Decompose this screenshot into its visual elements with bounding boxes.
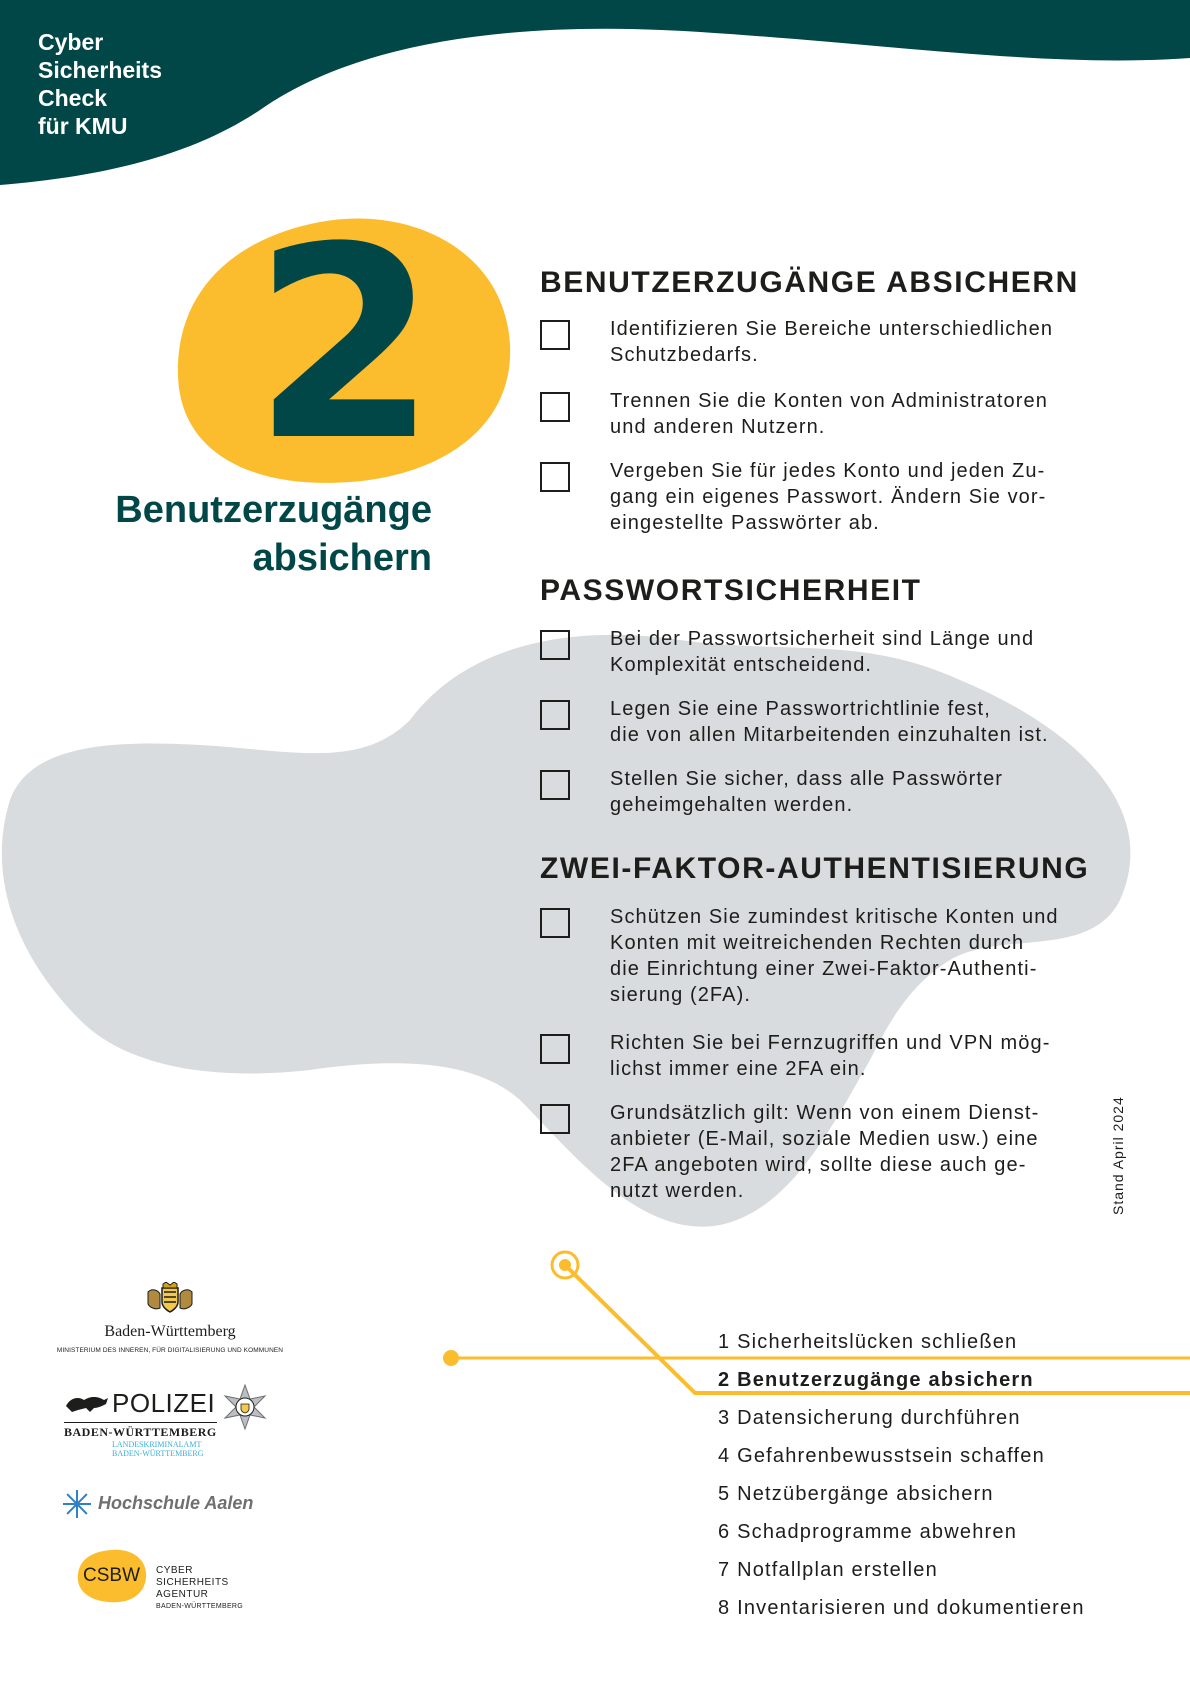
logo-hochschule-aalen: [60, 1490, 300, 1520]
logo-csbw: [76, 1548, 276, 1612]
checklist-item-text: Trennen Sie die Konten von Administratoren und anderen Nutzern.: [610, 390, 1048, 438]
logo-lka-line-1: LANDESKRIMINALAMT: [112, 1440, 202, 1449]
logo-polizei-word: POLIZEI: [112, 1388, 216, 1418]
module-toc: [718, 1323, 1178, 1627]
toc-item-7[interactable]: 7 Notfallplan erstellen: [718, 1559, 938, 1581]
toc-item-6[interactable]: 6 Schadprogramme abwehren: [718, 1521, 1018, 1543]
checkbox[interactable]: [540, 908, 570, 938]
toc-item-4[interactable]: 4 Gefahrenbewusstsein schaffen: [718, 1445, 1045, 1467]
checklist-item-text: Identifizieren Sie Bereiche unterschiedlichen Schutzbedarfs.: [610, 318, 1054, 366]
section-passwortsicherheit: [540, 574, 1110, 816]
checklist-item-text: Stellen Sie sicher, dass alle Passwörter geheimgehalten werden.: [610, 768, 1004, 816]
checklist-item-text: Vergeben Sie für jedes Konto und jeden Zu- gang ein eigenes Passwort. Ändern Sie vor- eingestellte Passwörter ab.: [610, 460, 1047, 534]
police-star-icon: [222, 1384, 268, 1430]
section-zwei-faktor: [540, 852, 1110, 1202]
brand-line-4: für KMU: [38, 113, 128, 139]
checkbox[interactable]: [540, 770, 570, 800]
timeline-active-dot: [559, 1259, 571, 1271]
checklist-item-text: Bei der Passwortsicherheit sind Länge und Komplexität entscheidend.: [610, 628, 1035, 676]
toc-item-3[interactable]: 3 Datensicherung durchführen: [718, 1407, 1021, 1429]
logo-baden-wuerttemberg: [50, 1282, 290, 1354]
toc-item-1[interactable]: 1 Sicherheitslücken schließen: [718, 1331, 1018, 1353]
logo-bw-ministry: MINISTERIUM DES INNEREN, FÜR DIGITALISIERUNG UND KOMMUNEN: [56, 1347, 284, 1354]
checkbox[interactable]: [540, 1104, 570, 1134]
checkbox[interactable]: [540, 462, 570, 492]
page-title-line-1: Benutzerzugänge: [115, 489, 432, 531]
brand-line-1: Cyber: [38, 29, 104, 55]
logo-csbw-line-4: BADEN-WÜRTTEMBERG: [156, 1603, 244, 1610]
checklist-item-text: Schützen Sie zumindest kritische Konten und Konten mit weitreichenden Rechten durch die Einrichtung einer Zwei-Faktor-Authenti- sierung (2FA).: [610, 906, 1059, 1006]
logo-lka-line-2: BADEN-WÜRTTEMBERG: [112, 1449, 204, 1458]
brand-line-3: Check: [38, 85, 108, 111]
section-heading: BENUTZERZUGÄNGE ABSICHERN: [540, 266, 1079, 299]
lion-icon: [64, 1392, 110, 1414]
logo-csbw-line-2: SICHERHEITS: [156, 1577, 229, 1588]
stand-date: Stand April 2024: [1110, 1096, 1126, 1215]
checkbox[interactable]: [540, 320, 570, 350]
checkbox[interactable]: [540, 630, 570, 660]
coat-of-arms-icon: [142, 1282, 198, 1314]
toc-item-5[interactable]: 5 Netzübergänge absichern: [718, 1483, 994, 1505]
logo-polizei-state: BADEN-WÜRTTEMBERG: [64, 1422, 217, 1440]
checkbox[interactable]: [540, 392, 570, 422]
toc-item-2-active[interactable]: 2 Benutzerzugänge absichern: [718, 1369, 1034, 1391]
checklist-item-text: Richten Sie bei Fernzugriffen und VPN mög- lichst immer eine 2FA ein.: [610, 1032, 1051, 1080]
logo-bw-name: Baden-Württemberg: [104, 1323, 236, 1340]
section-benutzerzugaenge: [540, 266, 1110, 534]
section-heading: PASSWORTSICHERHEIT: [540, 574, 922, 607]
logo-hochschule-name: Hochschule Aalen: [98, 1493, 254, 1513]
toc-item-8[interactable]: 8 Inventarisieren und dokumentieren: [718, 1597, 1085, 1619]
page-title-line-2: absichern: [252, 537, 432, 579]
checkbox[interactable]: [540, 700, 570, 730]
brand-line-2: Sicherheits: [38, 57, 162, 83]
logo-polizei-lka: [112, 1440, 222, 1458]
logo-csbw-words: [156, 1565, 243, 1613]
section-heading: ZWEI-FAKTOR-AUTHENTISIERUNG: [540, 852, 1090, 885]
logo-csbw-line-3: AGENTUR: [156, 1589, 209, 1600]
timeline-dot: [443, 1350, 459, 1366]
hochschule-spark-icon: [60, 1490, 94, 1518]
page-title: [40, 486, 432, 582]
checklist-item-text: Legen Sie eine Passwortrichtlinie fest, die von allen Mitarbeitenden einzuhalten ist.: [610, 698, 1049, 746]
module-number: 2: [252, 191, 438, 499]
brand-title: [38, 28, 258, 140]
logo-csbw-abbr: CSBW: [83, 1565, 140, 1586]
checklist-item-text: Grundsätzlich gilt: Wenn von einem Dienst- anbieter (E-Mail, soziale Medien usw.) eine 2FA angeboten wird, sollte diese auch ge- nutzt werden.: [610, 1102, 1040, 1202]
checkbox[interactable]: [540, 1034, 570, 1064]
logo-csbw-line-1: CYBER: [156, 1565, 193, 1576]
